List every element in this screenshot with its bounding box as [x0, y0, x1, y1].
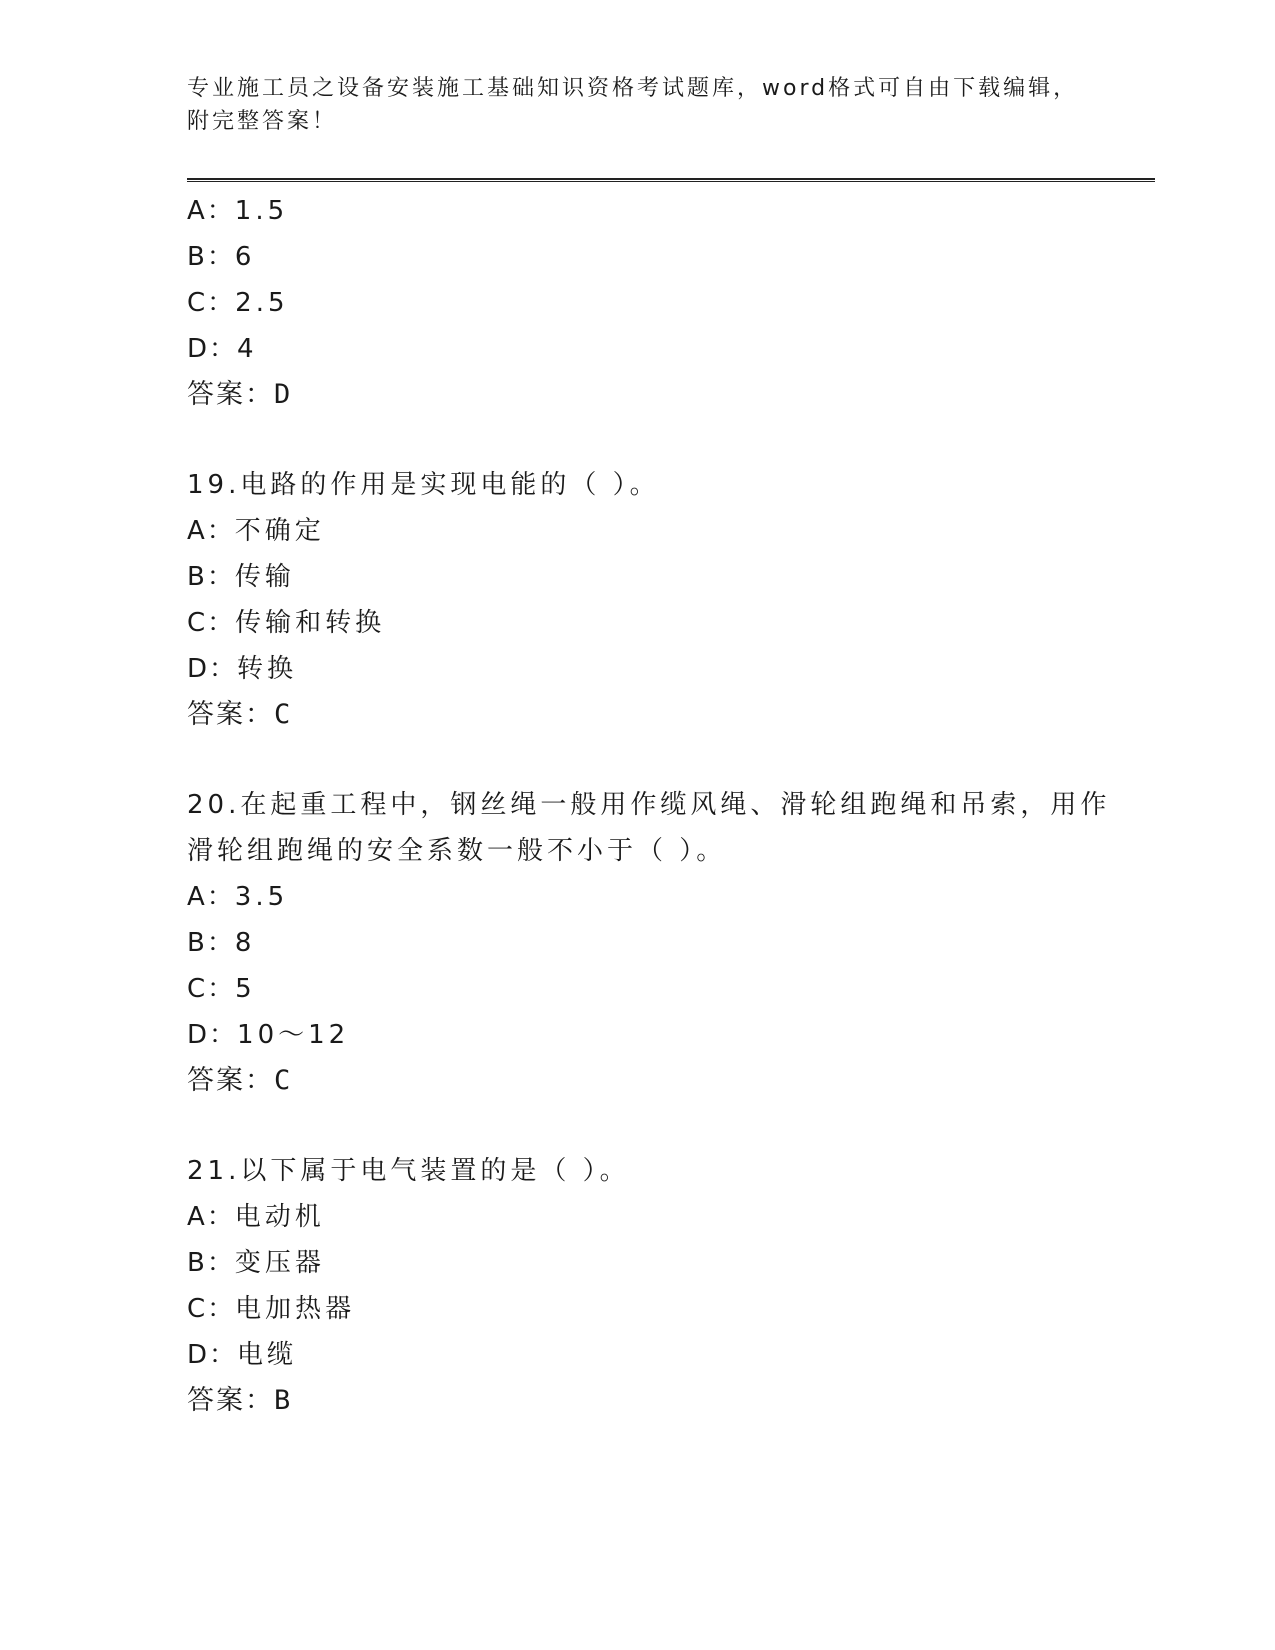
question-text-line-1: 20.在起重工程中，钢丝绳一般用作缆风绳、滑轮组跑绳和吊索，用作: [187, 790, 1111, 820]
option-a: A：3.5: [187, 882, 289, 912]
question-list: [187, 188, 1111, 1424]
answer-line: 答案：C: [187, 1065, 293, 1096]
option-c: C：传输和转换: [187, 608, 386, 638]
option-d: D：4: [187, 334, 258, 364]
header-divider: [187, 178, 1155, 182]
question-18: [187, 188, 1087, 418]
option-b: B：6: [187, 242, 256, 272]
question-text: 19.电路的作用是实现电能的（ ）。: [187, 470, 660, 500]
answer-line: 答案：C: [187, 699, 293, 730]
answer-line: 答案：B: [187, 1385, 293, 1416]
option-d: D：转换: [187, 654, 298, 684]
question-21: [187, 1148, 1087, 1424]
option-c: C：2.5: [187, 288, 289, 318]
option-d: D：电缆: [187, 1340, 298, 1370]
option-b: B：变压器: [187, 1248, 325, 1278]
question-19: [187, 462, 1087, 738]
header-line-2: 附完整答案！: [187, 109, 338, 134]
answer-line: 答案：D: [187, 379, 293, 410]
option-a: A：电动机: [187, 1202, 325, 1232]
header-line-1: 专业施工员之设备安装施工基础知识资格考试题库，word格式可自由下载编辑，: [187, 76, 1079, 101]
option-b: B：传输: [187, 562, 295, 592]
question-20: [187, 782, 1111, 1104]
question-text: 21.以下属于电气装置的是（ ）。: [187, 1156, 630, 1186]
option-a: A：不确定: [187, 516, 325, 546]
option-c: C：电加热器: [187, 1294, 356, 1324]
option-b: B：8: [187, 928, 256, 958]
option-d: D：10～12: [187, 1020, 350, 1050]
question-text-line-2: 滑轮组跑绳的安全系数一般不小于（ ）。: [187, 836, 727, 866]
option-c: C：5: [187, 974, 256, 1004]
option-a: A：1.5: [187, 196, 289, 226]
document-header: [187, 72, 1087, 138]
